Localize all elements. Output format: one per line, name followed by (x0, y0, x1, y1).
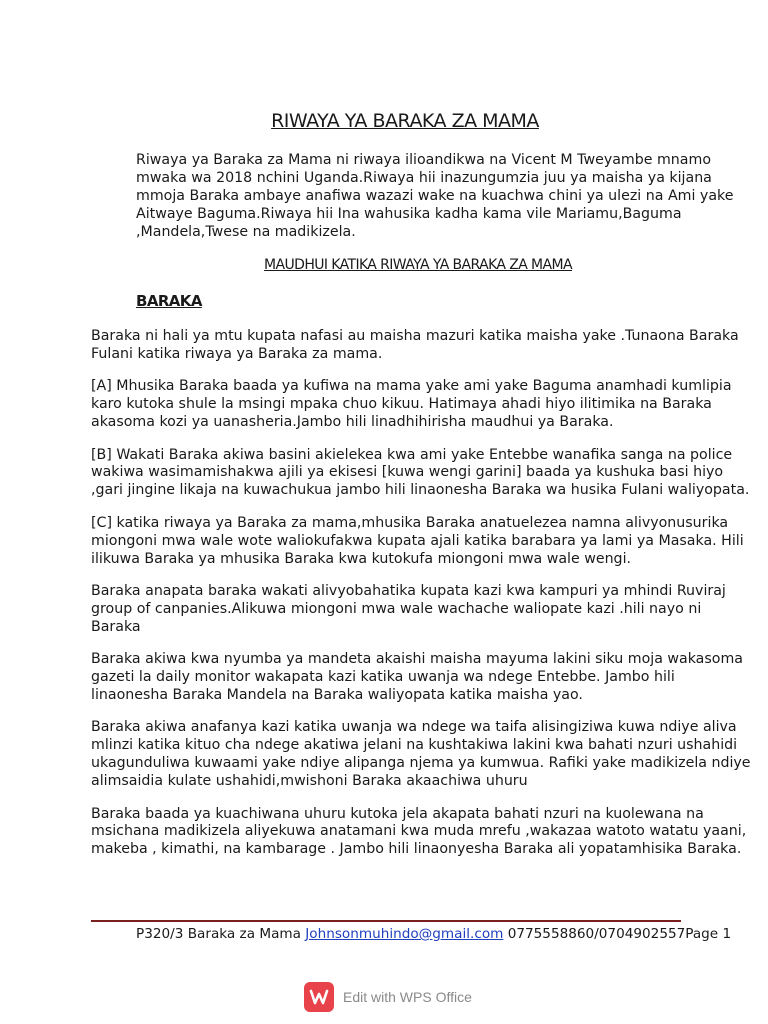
footer-prefix: P320/3 Baraka za Mama (136, 926, 306, 942)
body-paragraph: [C] katika riwaya ya Baraka za mama,mhusika Baraka anatuelezea namna alivyonusurika miongoni mwa wale wote waliokufakwa kupata ajali katika barabara ya lami ya Masaka. Hili ilikuwa Baraka ya mhusika Baraka kwa kutokufa miongoni mwa wale wengi. (91, 514, 744, 567)
body-paragraph: Baraka akiwa anafanya kazi katika uwanja wa ndege wa taifa alisingiziwa kuwa ndiye aliva mlinzi katika kituo cha ndege akatiwa jelani na kushtakiwa lakini kwa bahati nzuri ushahidi ukagunduliwa kuwaami yake ndiye alipanga njema ya kumwua. Rafiki yake madikizela ndiye alimsaidia kulate ushahidi,mwishoni Baraka akaachiwa uhuru (91, 719, 751, 790)
intro-paragraph: Riwaya ya Baraka za Mama ni riwaya ilioandikwa na Vicent M Tweyambe mnamo mwaka wa 2018 nchini Uganda.Riwaya hii inazungumzia juu ya maisha ya kijana mmoja Baraka ambaye anafiwa wazazi wake na kuachwa chini ya ulezi na Ami yake Aitwaye Baguma.Riwaya hii Ina wahusika kadha kama vile Mariamu,Baguma ,Mandela,Twese na madikizela. (136, 152, 734, 240)
wps-label: Edit with WPS Office (343, 989, 472, 1005)
footer-suffix: 0775558860/0704902557Page 1 (503, 926, 732, 942)
footer-divider (91, 920, 681, 922)
footer-email-link[interactable]: Johnsonmuhindo@gmail.com (305, 926, 504, 942)
body-paragraph: Baraka akiwa kwa nyumba ya mandeta akaishi maisha mayuma lakini siku moja wakasoma gazeti la daily monitor wakapata kazi katika uwanja wa ndege Entebbe. Jambo hili linaonesha Baraka Mandela na Baraka waliyopata katika maisha yao. (91, 651, 743, 703)
page-footer (136, 926, 736, 944)
body-paragraph: [B] Wakati Baraka akiwa basini akielekea kwa ami yake Entebbe wanafika sanga na police wakiwa wasimamishakwa ajili ya ekisesi [kuwa wengi garini] baada ya kushuka basi hiyo ,gari jingine likaja na kuwachukua jambo hili linaonesha Baraka wa husika Fulani waliyopata. (91, 446, 750, 499)
section-heading: BARAKA (136, 292, 202, 310)
edit-with-wps-button[interactable] (304, 982, 472, 1012)
section-subtitle: MAUDHUI KATIKA RIWAYA YA BARAKA ZA MAMA (264, 257, 572, 273)
body-paragraph: Baraka ni hali ya mtu kupata nafasi au maisha mazuri katika maisha yake .Tunaona Baraka Fulani katika riwaya ya Baraka za mama. (91, 328, 739, 362)
body-paragraph: Baraka anapata baraka wakati alivyobahatika kupata kazi kwa kampuri ya mhindi Ruviraj group of canpanies.Alikuwa miongoni mwa wale wachache waliopate kazi .hili nayo ni Baraka (91, 582, 726, 635)
body-paragraph: [A] Mhusika Baraka baada ya kufiwa na mama yake ami yake Baguma anamhadi kumlipia karo kutoka shule la msingi mpaka chuo kikuu. Hatimaya ahadi hiyo ilitimika na Baraka akasoma kozi ya uanasheria.Jambo hili linadhihirisha maudhui ya Baraka. (91, 378, 732, 431)
body-paragraph: Baraka baada ya kuachiwana uhuru kutoka jela akapata bahati nzuri na kuolewana na msichana madikizela aliyekuwa anatamani kwa muda mrefu ,wakazaa watoto watatu yaani, makeba , kimathi, na kambarage . Jambo hili linaonyesha Baraka ali yopatamhisika Baraka. (91, 805, 747, 858)
wps-logo-icon (304, 982, 334, 1012)
document-title: RIWAYA YA BARAKA ZA MAMA (271, 110, 539, 132)
body-text (91, 328, 755, 874)
